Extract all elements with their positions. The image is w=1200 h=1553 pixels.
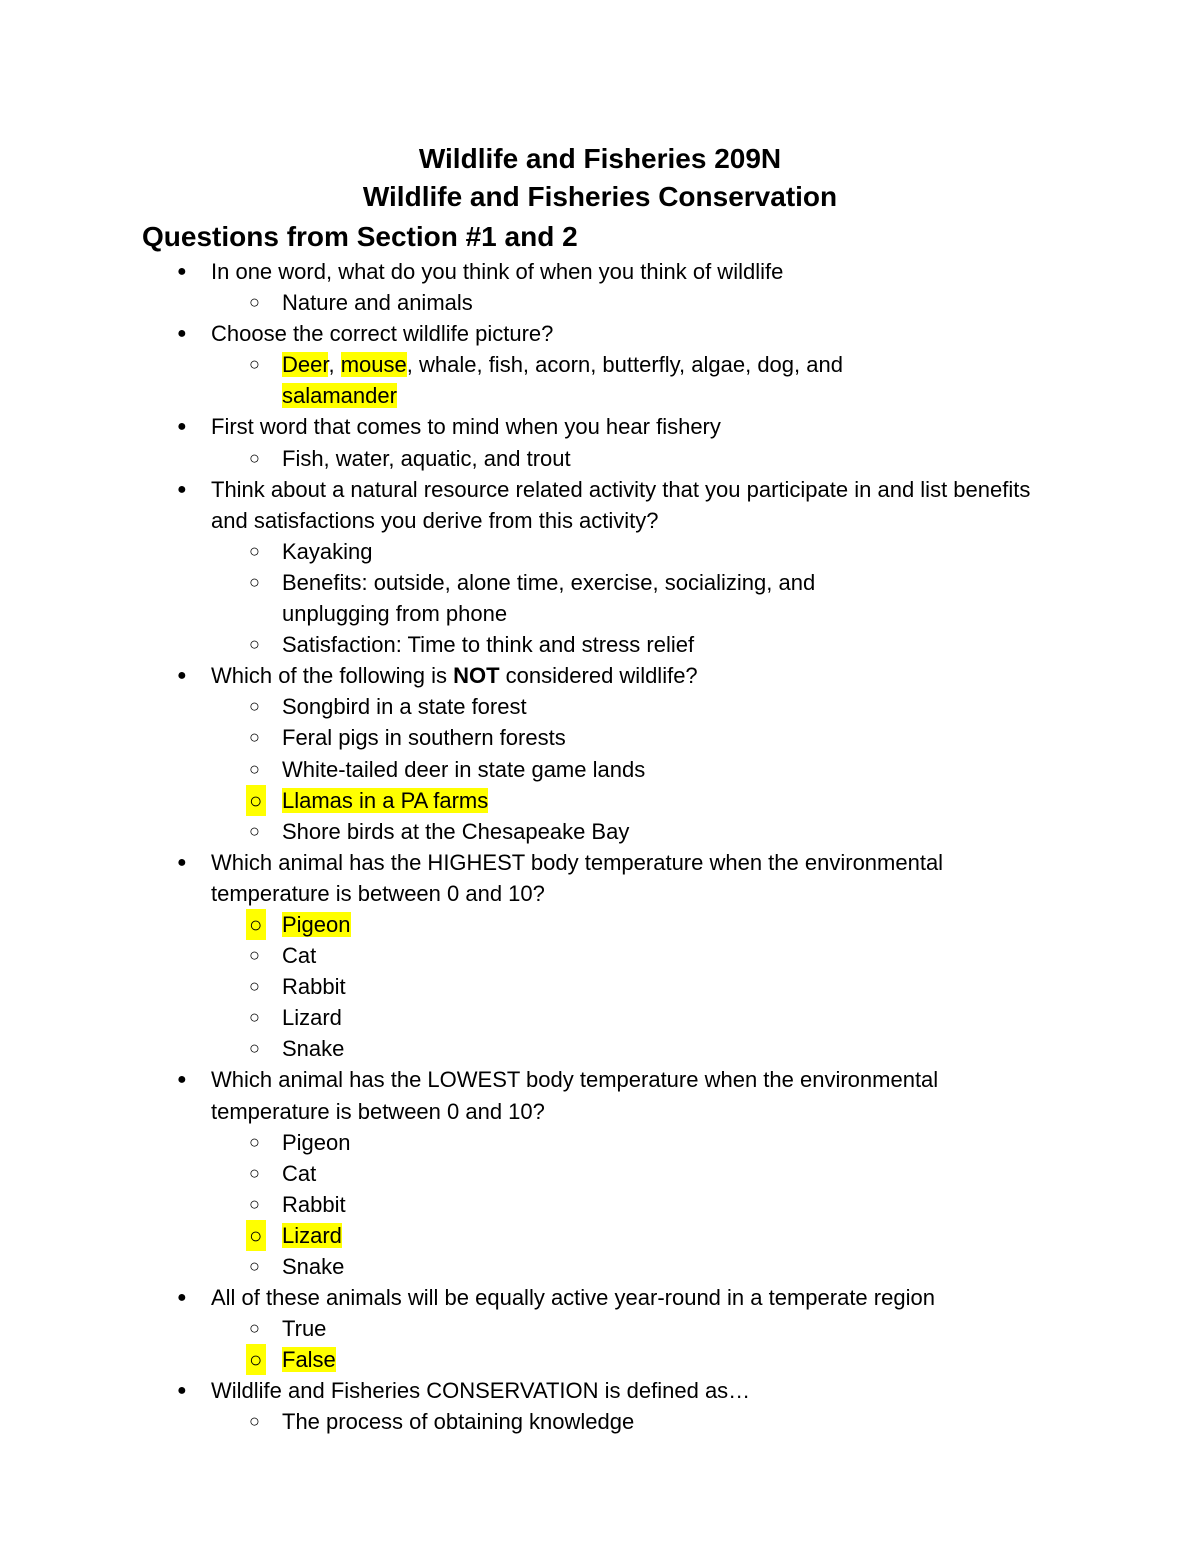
question-text: Think about a natural resource related activity that you participate in and list benefits and satisfactions you derive from this activity? xyxy=(211,476,1031,533)
question-item xyxy=(0,1064,1200,1282)
answer-item xyxy=(0,1313,1050,1344)
answer-text: Kayaking xyxy=(282,538,373,564)
bullet-icon: ● xyxy=(177,480,187,498)
answer-item xyxy=(0,971,1050,1002)
sub-bullet-icon: ○ xyxy=(249,820,260,841)
emphasis-not: NOT xyxy=(453,663,500,689)
answer-text: Cat xyxy=(282,943,317,969)
question-item xyxy=(0,660,1200,847)
answer-item xyxy=(0,1033,1050,1064)
answer-text xyxy=(282,352,843,408)
document-subtitle: Wildlife and Fisheries Conservation xyxy=(362,181,838,212)
sub-bullet-icon: ○ xyxy=(246,909,266,940)
answer-text-segment: , xyxy=(328,352,341,378)
answer-list xyxy=(211,287,1050,318)
answer-item xyxy=(0,1127,1050,1158)
highlighted-answer-item xyxy=(0,1344,1050,1375)
question-item xyxy=(0,474,1200,661)
answer-item xyxy=(0,287,1050,318)
sub-bullet-icon: ○ xyxy=(246,785,266,816)
answer-text: Nature and animals xyxy=(282,290,473,316)
question-text: All of these animals will be equally active year-round in a temperate region xyxy=(211,1285,935,1311)
bullet-icon: ● xyxy=(177,667,187,685)
highlighted-answer-word: salamander xyxy=(282,383,397,409)
question-text-segment: Which of the following is xyxy=(211,663,454,689)
answer-text: Fish, water, aquatic, and trout xyxy=(282,445,571,471)
sub-bullet-icon: ○ xyxy=(249,540,260,561)
answer-text: False xyxy=(282,1347,336,1373)
sub-bullet-icon: ○ xyxy=(246,1344,266,1375)
answer-list xyxy=(211,1313,1050,1375)
answer-item xyxy=(0,629,1050,660)
answer-list xyxy=(211,1127,1050,1282)
answer-text: Pigeon xyxy=(282,1129,351,1155)
question-text: First word that comes to mind when you hear fishery xyxy=(211,414,721,440)
answer-item xyxy=(0,1251,1050,1282)
sub-bullet-icon: ○ xyxy=(249,354,260,375)
question-item xyxy=(0,847,1200,1065)
bullet-icon: ● xyxy=(177,853,187,871)
sub-bullet-icon: ○ xyxy=(249,1007,260,1028)
sub-bullet-icon: ○ xyxy=(249,758,260,779)
bullet-icon: ● xyxy=(177,263,187,280)
answer-text: Llamas in a PA farms xyxy=(282,787,489,813)
question-item xyxy=(0,318,1200,411)
answer-item xyxy=(0,691,1050,722)
sub-bullet-icon: ○ xyxy=(249,292,260,313)
question-list xyxy=(0,256,1200,1438)
answer-text: Snake xyxy=(282,1036,345,1062)
sub-bullet-icon: ○ xyxy=(249,571,260,592)
bullet-icon: ● xyxy=(177,325,187,343)
question-text: Choose the correct wildlife picture? xyxy=(211,321,554,347)
answer-item xyxy=(0,722,1050,753)
sub-bullet-icon: ○ xyxy=(246,1220,266,1251)
highlighted-answer-item xyxy=(0,909,1050,940)
answer-text: True xyxy=(282,1316,327,1342)
answer-text: Rabbit xyxy=(282,974,346,1000)
sub-bullet-icon: ○ xyxy=(249,634,260,655)
sub-bullet-icon: ○ xyxy=(249,945,260,966)
answer-text-segment: , whale, fish, acorn, butterfly, algae, dog, and xyxy=(406,352,843,378)
document-title: Wildlife and Fisheries 209N xyxy=(418,143,782,174)
answer-text: Feral pigs in southern forests xyxy=(282,725,566,751)
answer-list xyxy=(211,443,1050,474)
answer-list xyxy=(211,691,1050,846)
answer-item xyxy=(0,443,1050,474)
sub-bullet-icon: ○ xyxy=(249,1193,260,1214)
question-text: Which animal has the HIGHEST body temperature when the environmental temperature is between 0 and 10? xyxy=(211,849,944,906)
question-item xyxy=(0,1375,1200,1437)
answer-list xyxy=(211,1406,1050,1437)
sub-bullet-icon: ○ xyxy=(249,696,260,717)
answer-text: Lizard xyxy=(282,1005,342,1031)
answer-text: The process of obtaining knowledge xyxy=(282,1409,635,1435)
answer-item xyxy=(0,567,1050,629)
answer-text: White-tailed deer in state game lands xyxy=(282,756,646,782)
sub-bullet-icon: ○ xyxy=(249,1318,260,1339)
answer-text: Snake xyxy=(282,1254,345,1279)
question-item xyxy=(0,411,1200,473)
question-item xyxy=(0,1282,1200,1375)
question-text: Which animal has the LOWEST body temperature when the environmental temperature is between 0 and 10? xyxy=(211,1067,939,1124)
sub-bullet-icon: ○ xyxy=(249,1411,260,1432)
answer-text: Songbird in a state forest xyxy=(282,694,527,720)
section-heading: Questions from Section #1 and 2 xyxy=(142,221,578,252)
sub-bullet-icon: ○ xyxy=(249,1131,260,1152)
sub-bullet-icon: ○ xyxy=(249,1162,260,1183)
answer-text: Lizard xyxy=(282,1222,342,1248)
question-item xyxy=(0,256,1200,318)
bullet-icon: ● xyxy=(177,1071,187,1089)
answer-item xyxy=(0,940,1050,971)
highlighted-answer-item xyxy=(0,1220,1050,1251)
question-text xyxy=(211,663,698,688)
sub-bullet-icon: ○ xyxy=(249,976,260,997)
answer-item xyxy=(0,1189,1050,1220)
highlighted-answer-item xyxy=(0,785,1050,816)
answer-text: Benefits: outside, alone time, exercise, socializing, and unplugging from phone xyxy=(282,569,816,627)
bullet-icon: ● xyxy=(177,418,187,436)
answer-item xyxy=(0,816,1050,847)
answer-text: Rabbit xyxy=(282,1191,346,1217)
question-text: Wildlife and Fisheries CONSERVATION is defined as… xyxy=(211,1378,751,1404)
answer-item xyxy=(0,349,1050,411)
answer-list xyxy=(211,349,1050,411)
answer-list xyxy=(211,536,1050,660)
answer-text: Pigeon xyxy=(282,911,351,937)
answer-item xyxy=(0,1002,1050,1033)
answer-item xyxy=(0,1406,1050,1437)
highlighted-answer-word: mouse xyxy=(340,352,407,378)
answer-item xyxy=(0,754,1050,785)
answer-item xyxy=(0,536,1050,567)
bullet-icon: ● xyxy=(177,1382,187,1400)
bullet-icon: ● xyxy=(177,1289,187,1307)
answer-item xyxy=(0,1158,1050,1189)
highlighted-answer-word: Deer xyxy=(282,352,329,378)
sub-bullet-icon: ○ xyxy=(249,727,260,748)
answer-list xyxy=(211,909,1050,1064)
question-text: In one word, what do you think of when you think of wildlife xyxy=(211,259,784,284)
answer-text: Satisfaction: Time to think and stress relief xyxy=(282,632,695,658)
sub-bullet-icon: ○ xyxy=(249,447,260,468)
question-text-segment: considered wildlife? xyxy=(499,663,698,689)
sub-bullet-icon: ○ xyxy=(249,1256,260,1276)
sub-bullet-icon: ○ xyxy=(249,1038,260,1059)
answer-text: Shore birds at the Chesapeake Bay xyxy=(282,818,630,844)
answer-text: Cat xyxy=(282,1160,317,1186)
